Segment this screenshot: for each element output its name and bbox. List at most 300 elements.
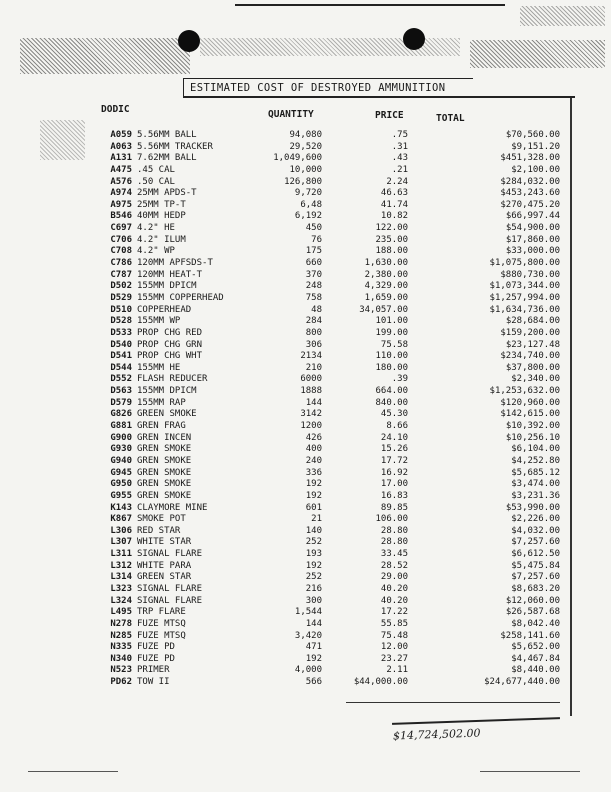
- dodic-cell: L323: [110, 583, 132, 594]
- dodic-cell: C787: [110, 269, 132, 280]
- total-box: [346, 702, 560, 715]
- quantity-cell: 252: [305, 537, 322, 548]
- description-cell: FUZE MTSQ: [137, 630, 186, 641]
- top-rule: [235, 4, 505, 6]
- quantity-cell: 10,000: [289, 164, 322, 175]
- table-row: [0, 479, 611, 491]
- quantity-cell: 284: [305, 316, 322, 327]
- price-cell: 23.27: [380, 653, 408, 664]
- table-row: [0, 421, 611, 433]
- quantity-cell: 471: [305, 642, 322, 653]
- description-cell: .50 CAL: [137, 176, 175, 187]
- total-cell: $1,075,800.00: [489, 258, 560, 269]
- dodic-cell: A131: [110, 153, 132, 164]
- price-cell: 17.72: [380, 455, 408, 466]
- dodic-cell: A475: [110, 164, 132, 175]
- grand-total-underline: [392, 717, 560, 725]
- total-cell: $33,000.00: [505, 246, 560, 257]
- quantity-cell: 1,049,600: [273, 153, 322, 164]
- table-row: [0, 235, 611, 247]
- dodic-cell: C697: [110, 223, 132, 234]
- dodic-cell: D552: [110, 374, 132, 385]
- dodic-cell: L311: [110, 549, 132, 560]
- description-cell: GREN SMOKE: [137, 467, 192, 478]
- price-cell: 16.83: [380, 490, 408, 501]
- document-title: ESTIMATED COST OF DESTROYED AMMUNITION: [183, 78, 473, 98]
- price-cell: 4,329.00: [364, 281, 408, 292]
- total-cell: $24,677,440.00: [484, 677, 560, 688]
- quantity-cell: 426: [305, 432, 322, 443]
- quantity-cell: 248: [305, 281, 322, 292]
- price-cell: 12.00: [380, 642, 408, 653]
- quantity-cell: 601: [305, 502, 322, 513]
- table-row: [0, 293, 611, 305]
- total-cell: $1,253,632.00: [489, 386, 560, 397]
- total-cell: $17,860.00: [505, 234, 560, 245]
- quantity-cell: 800: [305, 327, 322, 338]
- price-cell: 106.00: [375, 514, 408, 525]
- dodic-cell: A576: [110, 176, 132, 187]
- dodic-cell: G950: [110, 479, 132, 490]
- quantity-cell: 566: [305, 677, 322, 688]
- dodic-cell: N335: [110, 642, 132, 653]
- dodic-cell: D510: [110, 304, 132, 315]
- table-row: [0, 456, 611, 468]
- price-cell: 24.10: [380, 432, 408, 443]
- description-cell: 25MM APDS-T: [137, 188, 197, 199]
- table-row: [0, 503, 611, 515]
- dodic-cell: G940: [110, 455, 132, 466]
- total-cell: $1,073,344.00: [489, 281, 560, 292]
- description-cell: TOW II: [137, 677, 170, 688]
- dodic-cell: A975: [110, 199, 132, 210]
- total-cell: $2,100.00: [511, 164, 560, 175]
- description-cell: PROP CHG GRN: [137, 339, 203, 350]
- price-cell: 199.00: [375, 327, 408, 338]
- table-row: [0, 305, 611, 317]
- header-rule: [183, 96, 575, 98]
- dodic-cell: D541: [110, 351, 132, 362]
- quantity-cell: 94,080: [289, 130, 322, 140]
- quantity-cell: 4,000: [294, 665, 322, 676]
- total-cell: $1,634,736.00: [489, 304, 560, 315]
- table-row: [0, 549, 611, 561]
- quantity-cell: 192: [305, 490, 322, 501]
- description-cell: GREEN STAR: [137, 572, 192, 583]
- table-row: [0, 677, 611, 689]
- dodic-cell: B546: [110, 211, 132, 222]
- table-row: [0, 526, 611, 538]
- quantity-cell: 370: [305, 269, 322, 280]
- price-cell: 29.00: [380, 572, 408, 583]
- table-row: [0, 153, 611, 165]
- price-cell: 17.00: [380, 479, 408, 490]
- description-cell: 155MM DPICM: [137, 386, 197, 397]
- dodic-cell: L312: [110, 560, 132, 571]
- table-row: [0, 363, 611, 375]
- price-cell: 28.80: [380, 525, 408, 536]
- price-cell: 101.00: [375, 316, 408, 327]
- table-row: [0, 386, 611, 398]
- dodic-cell: C708: [110, 246, 132, 257]
- dodic-cell: L307: [110, 537, 132, 548]
- description-cell: SIGNAL FLARE: [137, 595, 203, 606]
- dodic-header: DODIC: [101, 104, 130, 115]
- total-cell: $9,151.20: [511, 141, 560, 152]
- description-cell: GREN SMOKE: [137, 490, 192, 501]
- description-cell: GREN FRAG: [137, 421, 186, 432]
- dodic-cell: G930: [110, 444, 132, 455]
- description-cell: WHITE STAR: [137, 537, 192, 548]
- dodic-cell: D529: [110, 292, 132, 303]
- price-cell: 40.20: [380, 595, 408, 606]
- description-cell: 4.2" WP: [137, 246, 175, 257]
- description-cell: FUZE MTSQ: [137, 618, 186, 629]
- dodic-cell: A063: [110, 141, 132, 152]
- table-row: [0, 281, 611, 293]
- quantity-cell: 216: [305, 583, 322, 594]
- table-row: [0, 619, 611, 631]
- price-cell: 122.00: [375, 223, 408, 234]
- table-row: [0, 374, 611, 386]
- price-cell: .21: [391, 164, 408, 175]
- quantity-cell: 144: [305, 618, 322, 629]
- price-cell: 664.00: [375, 386, 408, 397]
- table-row: [0, 596, 611, 608]
- total-cell: $142,615.00: [500, 409, 560, 420]
- total-cell: $26,587.68: [505, 607, 560, 618]
- total-cell: $3,474.00: [511, 479, 560, 490]
- total-cell: $8,440.00: [511, 665, 560, 676]
- quantity-header: QUANTITY: [268, 109, 314, 120]
- grand-total: $14,724,502.00: [392, 726, 481, 743]
- price-cell: .43: [391, 153, 408, 164]
- table-row: [0, 211, 611, 223]
- description-cell: COPPERHEAD: [137, 304, 192, 315]
- scan-edge-mark: [28, 771, 118, 772]
- price-cell: 1,630.00: [364, 258, 408, 269]
- description-cell: 155MM WP: [137, 316, 181, 327]
- table-row: [0, 537, 611, 549]
- punch-hole: [403, 28, 425, 50]
- total-header: TOTAL: [436, 113, 465, 124]
- quantity-cell: 660: [305, 258, 322, 269]
- quantity-cell: 48: [311, 304, 322, 315]
- total-cell: $451,328.00: [500, 153, 560, 164]
- table-row: [0, 642, 611, 654]
- table-row: [0, 130, 611, 142]
- dodic-cell: C786: [110, 258, 132, 269]
- table-row: [0, 316, 611, 328]
- price-header: PRICE: [375, 110, 404, 121]
- table-row: [0, 165, 611, 177]
- quantity-cell: 450: [305, 223, 322, 234]
- table-row: [0, 444, 611, 456]
- total-cell: $7,257.60: [511, 572, 560, 583]
- table-row: [0, 398, 611, 410]
- quantity-cell: 9,720: [294, 188, 322, 199]
- table-row: [0, 514, 611, 526]
- description-cell: PROP CHG RED: [137, 327, 203, 338]
- description-cell: FUZE PD: [137, 642, 175, 653]
- description-cell: 25MM TP-T: [137, 199, 186, 210]
- description-cell: 155MM RAP: [137, 397, 186, 408]
- total-cell: $7,257.60: [511, 537, 560, 548]
- total-cell: $28,684.00: [505, 316, 560, 327]
- dodic-cell: C706: [110, 234, 132, 245]
- description-cell: 120MM APFSDS-T: [137, 258, 213, 269]
- price-cell: 2.24: [386, 176, 408, 187]
- price-cell: 55.85: [380, 618, 408, 629]
- description-cell: 40MM HEDP: [137, 211, 186, 222]
- dodic-cell: D528: [110, 316, 132, 327]
- total-cell: $8,683.20: [511, 583, 560, 594]
- description-cell: 5.56MM BALL: [137, 130, 197, 140]
- price-cell: .31: [391, 141, 408, 152]
- quantity-cell: 193: [305, 549, 322, 560]
- total-cell: $70,560.00: [505, 130, 560, 140]
- quantity-cell: 252: [305, 572, 322, 583]
- dodic-cell: L314: [110, 572, 132, 583]
- quantity-cell: 140: [305, 525, 322, 536]
- quantity-cell: 3,420: [294, 630, 322, 641]
- dodic-cell: N278: [110, 618, 132, 629]
- description-cell: WHITE PARA: [137, 560, 192, 571]
- total-cell: $159,200.00: [500, 327, 560, 338]
- table-row: [0, 270, 611, 282]
- total-cell: $4,467.84: [511, 653, 560, 664]
- price-cell: 33.45: [380, 549, 408, 560]
- quantity-cell: 210: [305, 362, 322, 373]
- total-cell: $6,104.00: [511, 444, 560, 455]
- table-row: [0, 177, 611, 189]
- description-cell: .45 CAL: [137, 164, 175, 175]
- scan-edge-mark: [480, 771, 580, 772]
- table-row: [0, 328, 611, 340]
- total-cell: $5,475.84: [511, 560, 560, 571]
- scan-noise: [20, 38, 190, 74]
- quantity-cell: 1,544: [294, 607, 322, 618]
- price-cell: 110.00: [375, 351, 408, 362]
- price-cell: .75: [391, 130, 408, 140]
- table-row: [0, 433, 611, 445]
- description-cell: PRIMER: [137, 665, 170, 676]
- table-row: [0, 572, 611, 584]
- total-cell: $66,997.44: [505, 211, 560, 222]
- quantity-cell: 758: [305, 292, 322, 303]
- table-row: [0, 409, 611, 421]
- table-row: [0, 223, 611, 235]
- dodic-cell: K867: [110, 514, 132, 525]
- price-cell: 2,380.00: [364, 269, 408, 280]
- description-cell: FUZE PD: [137, 653, 175, 664]
- dodic-cell: D563: [110, 386, 132, 397]
- table-row: [0, 142, 611, 154]
- dodic-cell: N523: [110, 665, 132, 676]
- description-cell: SIGNAL FLARE: [137, 583, 203, 594]
- total-cell: $258,141.60: [500, 630, 560, 641]
- quantity-cell: 76: [311, 234, 322, 245]
- table-row: [0, 246, 611, 258]
- quantity-cell: 6,48: [300, 199, 322, 210]
- table-row: [0, 561, 611, 573]
- total-cell: $5,685.12: [511, 467, 560, 478]
- price-cell: 40.20: [380, 583, 408, 594]
- price-cell: 2.11: [386, 665, 408, 676]
- description-cell: SMOKE POT: [137, 514, 186, 525]
- total-cell: $284,032.00: [500, 176, 560, 187]
- table-row: [0, 491, 611, 503]
- dodic-cell: K143: [110, 502, 132, 513]
- dodic-cell: G881: [110, 421, 132, 432]
- price-cell: 75.58: [380, 339, 408, 350]
- dodic-cell: D502: [110, 281, 132, 292]
- table-row: [0, 340, 611, 352]
- quantity-cell: 6,192: [294, 211, 322, 222]
- quantity-cell: 192: [305, 653, 322, 664]
- description-cell: FLASH REDUCER: [137, 374, 208, 385]
- quantity-cell: 126,800: [284, 176, 322, 187]
- price-cell: 45.30: [380, 409, 408, 420]
- dodic-cell: N340: [110, 653, 132, 664]
- dodic-cell: G900: [110, 432, 132, 443]
- dodic-cell: G826: [110, 409, 132, 420]
- price-cell: 188.00: [375, 246, 408, 257]
- price-cell: 34,057.00: [359, 304, 408, 315]
- total-cell: $54,900.00: [505, 223, 560, 234]
- quantity-cell: 2134: [300, 351, 322, 362]
- table-row: [0, 631, 611, 643]
- dodic-cell: N285: [110, 630, 132, 641]
- table-row: [0, 200, 611, 212]
- total-cell: $8,042.40: [511, 618, 560, 629]
- dodic-cell: PD62: [110, 677, 132, 688]
- quantity-cell: 336: [305, 467, 322, 478]
- price-cell: 46.63: [380, 188, 408, 199]
- quantity-cell: 240: [305, 455, 322, 466]
- quantity-cell: 6000: [300, 374, 322, 385]
- total-cell: $453,243.60: [500, 188, 560, 199]
- quantity-cell: 400: [305, 444, 322, 455]
- price-cell: 840.00: [375, 397, 408, 408]
- price-cell: 17.22: [380, 607, 408, 618]
- quantity-cell: 29,520: [289, 141, 322, 152]
- total-cell: $2,226.00: [511, 514, 560, 525]
- total-cell: $23,127.48: [505, 339, 560, 350]
- price-cell: 28.52: [380, 560, 408, 571]
- dodic-cell: D544: [110, 362, 132, 373]
- quantity-cell: 300: [305, 595, 322, 606]
- price-cell: 180.00: [375, 362, 408, 373]
- table-row: [0, 654, 611, 666]
- total-cell: $880,730.00: [500, 269, 560, 280]
- dodic-cell: G955: [110, 490, 132, 501]
- price-cell: 16.92: [380, 467, 408, 478]
- total-cell: $234,740.00: [500, 351, 560, 362]
- description-cell: GREN SMOKE: [137, 455, 192, 466]
- price-cell: 75.48: [380, 630, 408, 641]
- total-cell: $53,990.00: [505, 502, 560, 513]
- description-cell: 120MM HEAT-T: [137, 269, 203, 280]
- description-cell: TRP FLARE: [137, 607, 186, 618]
- price-cell: .39: [391, 374, 408, 385]
- total-cell: $3,231.36: [511, 490, 560, 501]
- description-cell: 4.2" HE: [137, 223, 175, 234]
- quantity-cell: 3142: [300, 409, 322, 420]
- total-cell: $2,340.00: [511, 374, 560, 385]
- description-cell: 4.2" ILUM: [137, 234, 186, 245]
- dodic-cell: D579: [110, 397, 132, 408]
- scan-noise: [520, 6, 605, 26]
- quantity-cell: 192: [305, 560, 322, 571]
- ammunition-table: [0, 130, 611, 689]
- table-row: [0, 468, 611, 480]
- total-cell: $270,475.20: [500, 199, 560, 210]
- price-cell: 89.85: [380, 502, 408, 513]
- price-cell: 10.82: [380, 211, 408, 222]
- total-cell: $10,256.10: [505, 432, 560, 443]
- total-cell: $120,960.00: [500, 397, 560, 408]
- description-cell: 7.62MM BALL: [137, 153, 197, 164]
- description-cell: GREN SMOKE: [137, 479, 192, 490]
- quantity-cell: 144: [305, 397, 322, 408]
- price-cell: 41.74: [380, 199, 408, 210]
- dodic-cell: D533: [110, 327, 132, 338]
- description-cell: 155MM COPPERHEAD: [137, 292, 224, 303]
- total-cell: $1,257,994.00: [489, 292, 560, 303]
- total-cell: $6,612.50: [511, 549, 560, 560]
- table-row: [0, 584, 611, 596]
- description-cell: 155MM DPICM: [137, 281, 197, 292]
- total-cell: $5,652.00: [511, 642, 560, 653]
- price-cell: 15.26: [380, 444, 408, 455]
- table-row: [0, 665, 611, 677]
- description-cell: GREN INCEN: [137, 432, 192, 443]
- total-cell: $4,032.00: [511, 525, 560, 536]
- total-cell: $12,060.00: [505, 595, 560, 606]
- dodic-cell: G945: [110, 467, 132, 478]
- quantity-cell: 1888: [300, 386, 322, 397]
- description-cell: CLAYMORE MINE: [137, 502, 208, 513]
- price-cell: 235.00: [375, 234, 408, 245]
- dodic-cell: L324: [110, 595, 132, 606]
- total-cell: $10,392.00: [505, 421, 560, 432]
- description-cell: GREEN SMOKE: [137, 409, 197, 420]
- quantity-cell: 1200: [300, 421, 322, 432]
- table-row: [0, 607, 611, 619]
- total-cell: $37,800.00: [505, 362, 560, 373]
- quantity-cell: 175: [305, 246, 322, 257]
- description-cell: SIGNAL FLARE: [137, 549, 203, 560]
- quantity-cell: 21: [311, 514, 322, 525]
- description-cell: RED STAR: [137, 525, 181, 536]
- price-cell: $44,000.00: [353, 677, 408, 688]
- table-row: [0, 188, 611, 200]
- description-cell: 5.56MM TRACKER: [137, 141, 213, 152]
- dodic-cell: D540: [110, 339, 132, 350]
- description-cell: PROP CHG WHT: [137, 351, 203, 362]
- scan-noise: [470, 40, 605, 68]
- table-row: [0, 258, 611, 270]
- dodic-cell: A974: [110, 188, 132, 199]
- quantity-cell: 192: [305, 479, 322, 490]
- price-cell: 28.80: [380, 537, 408, 548]
- price-cell: 1,659.00: [364, 292, 408, 303]
- description-cell: 155MM HE: [137, 362, 181, 373]
- description-cell: GREN SMOKE: [137, 444, 192, 455]
- table-row: [0, 351, 611, 363]
- price-cell: 8.66: [386, 421, 408, 432]
